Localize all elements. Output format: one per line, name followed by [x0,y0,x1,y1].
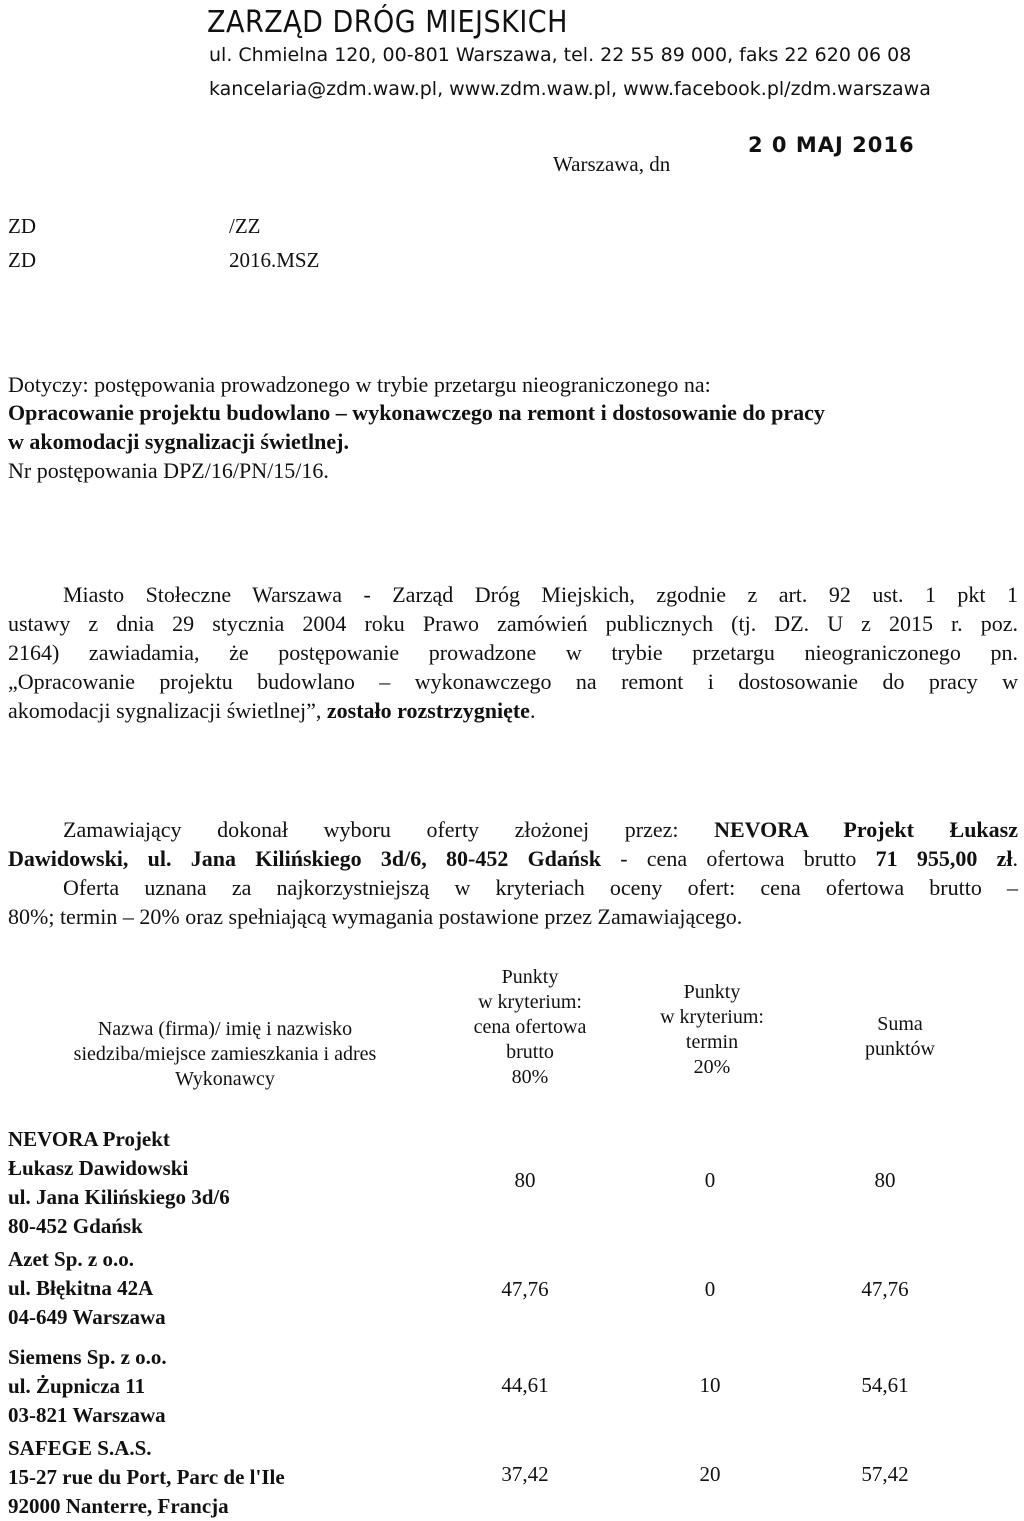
subject-intro: Dotyczy: postępowania prowadzonego w trybie przetargu nieograniczonego na: [8,372,711,397]
header-col-term: Punkty w kryterium: termin 20% [660,981,764,1078]
table-cell-term-pts: 20 [699,1462,721,1486]
table-cell-term-pts: 0 [704,1277,716,1301]
table-row-firm: Siemens Sp. z o.o. ul. Żupnicza 11 03-821 Warszawa [8,1345,167,1427]
table-cell-price-pts: 37,42 [501,1462,549,1486]
ref-left-2: ZD [8,248,36,272]
header-col-sum: Suma punktów [865,1013,935,1060]
notice-paragraph [8,580,1018,725]
selection-line-1: Zamawiający dokonał wyboru oferty złożonej przez: NEVORA Projekt Łukasz [63,817,1018,842]
table-row-firm: NEVORA Projekt Łukasz Dawidowski ul. Jana Kilińskiego 3d/6 80-452 Gdańsk [8,1127,230,1238]
selection-line-3: Oferta uznana za najkorzystniejszą w kryteriach oceny ofert: cena ofertowa brutto – [63,875,1018,900]
table-cell-price-pts: 47,76 [501,1277,549,1301]
table-cell-price-pts: 44,61 [501,1373,549,1397]
notice-line-4: „Opracowanie projektu budowlano – wykonawczego na remont i dostosowanie do pracy w [8,669,1018,694]
ref-right-2: 2016.MSZ [229,248,320,272]
ref-right-1: /ZZ [229,214,261,238]
subject-title-2: w akomodacji sygnalizacji świetlnej. [8,429,349,454]
table-cell-sum: 54,61 [861,1373,909,1397]
ref-left-1: ZD [8,214,36,238]
table-row-firm: Azet Sp. z o.o. ul. Błękitna 42A 04-649 Warszawa [8,1247,166,1329]
table-cell-sum: 80 [874,1168,896,1192]
notice-line-5: akomodacji sygnalizacji świetlnej”, zostało rozstrzygnięte. [8,698,536,723]
header-col-name: Nazwa (firma)/ imię i nazwisko siedziba/miejsce zamieszkania i adres Wykonawcy [73,1018,377,1090]
table-row-firm: SAFEGE S.A.S. 15-27 rue du Port, Parc de l'Ile 92000 Nanterre, Francja [8,1436,285,1518]
notice-line-2: ustawy z dnia 29 stycznia 2004 roku Prawo zamówień publicznych (tj. DZ. U z 2015 r. poz. [8,611,1018,636]
table-cell-term-pts: 0 [704,1168,716,1192]
subject-number: Nr postępowania DPZ/16/PN/15/16. [8,458,329,483]
org-contact: kancelaria@zdm.waw.pl, www.zdm.waw.pl, www.facebook.pl/zdm.warszawa [209,78,931,100]
subject-title-1: Opracowanie projektu budowlano – wykonawczego na remont i dostosowanie do pracy [8,400,825,425]
org-address: ul. Chmielna 120, 00-801 Warszawa, tel. 22 55 89 000, faks 22 620 06 08 [209,44,912,66]
selection-paragraph [8,815,1018,931]
table-cell-term-pts: 10 [699,1373,721,1397]
date-label: Warszawa, dn [553,152,671,176]
notice-line-1: Miasto Stołeczne Warszawa - Zarząd Dróg Miejskich, zgodnie z art. 92 ust. 1 pkt 1 [63,582,1018,607]
table-cell-sum: 57,42 [861,1462,909,1486]
table-cell-sum: 47,76 [861,1277,909,1301]
table-cell-price-pts: 80 [514,1168,536,1192]
notice-line-3: 2164) zawiadamia, że postępowanie prowadzone w trybie przetargu nieograniczonego pn. [8,640,1018,665]
header-col-price: Punkty w kryterium: cena ofertowa brutto 80% [473,966,587,1088]
date-stamp: 2 0 MAJ 2016 [748,133,915,157]
selection-line-4: 80%; termin – 20% oraz spełniającą wymagania postawione przez Zamawiającego. [8,904,743,929]
selection-line-2: Dawidowski, ul. Jana Kilińskiego 3d/6, 80-452 Gdańsk - cena ofertowa brutto 71 955,00 zł. [8,846,1018,871]
org-name: ZARZĄD DRÓG MIEJSKICH [207,5,568,40]
